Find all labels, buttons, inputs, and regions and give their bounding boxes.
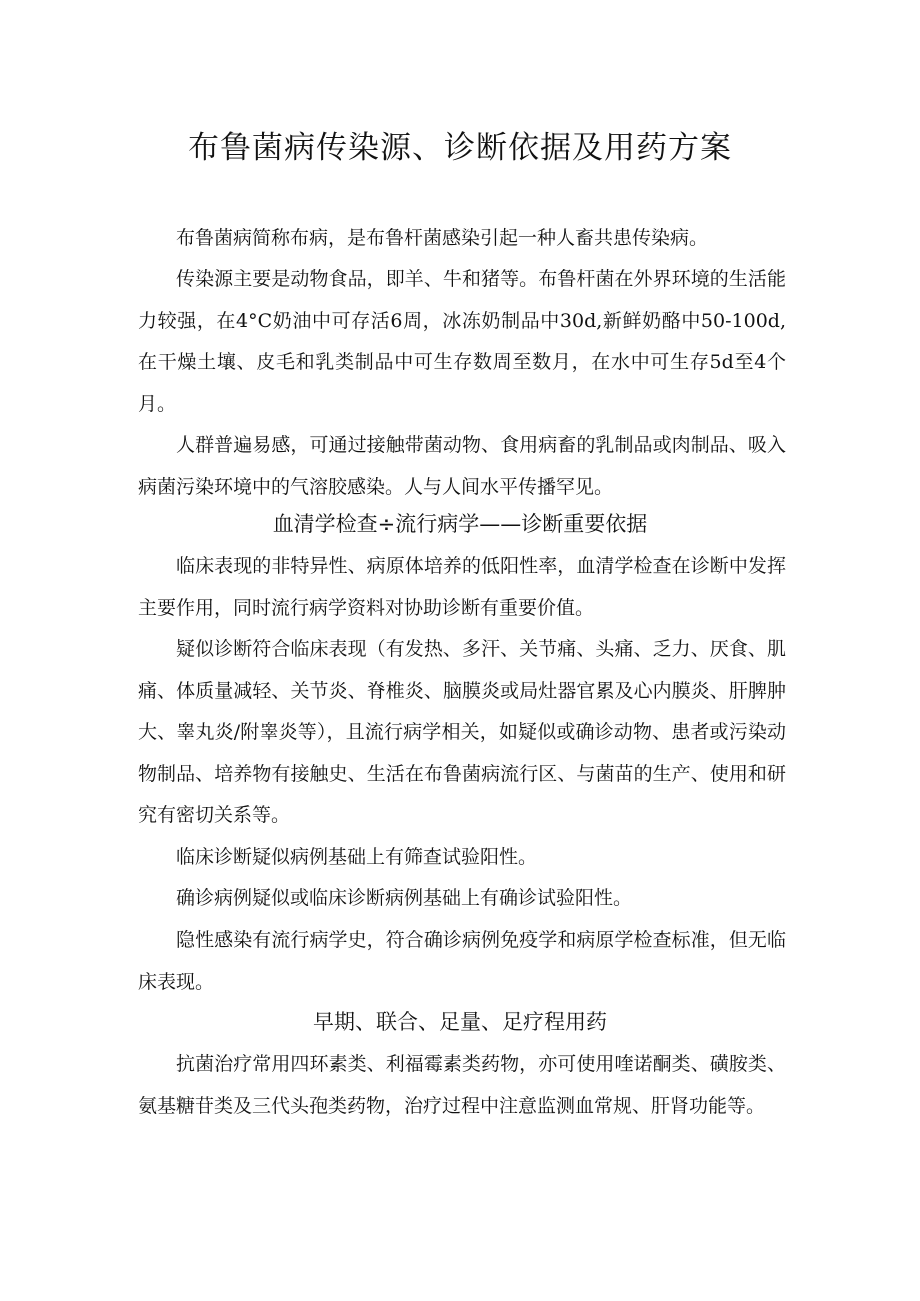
paragraph-clinical-diagnosis: 临床诊断疑似病例基础上有筛查试验阳性。 <box>176 846 538 868</box>
paragraph-antibiotic-treatment: 抗菌治疗常用四环素类、利福霉素类药物，亦可使用喹诺酮类、磺胺类、氨基糖苷类及三代头孢类药物，治疗过程中注意监测血常规、肝肾功能等。 <box>138 1053 786 1117</box>
paragraph-definition: 布鲁菌病简称布病，是布鲁杆菌感染引起一种人畜共患传染病。 <box>176 227 709 249</box>
section-heading-treatment: 早期、联合、足量、足疗程用药 <box>313 1010 607 1034</box>
document-title: 布鲁菌病传染源、诊断依据及用药方案 <box>188 130 732 166</box>
paragraph-suspected-diagnosis: 疑似诊断符合临床表现（有发热、多汗、关节痛、头痛、乏力、厌食、肌痛、体质量减轻、关节炎、脊椎炎、脑膜炎或局灶器官累及心内膜炎、肝脾肿大、睾丸炎/附睾炎等），且流行病学相关，如疑似或确诊动物、患者或污染动物制品、培养物有接触史、生活在布鲁菌病流行区、与菌苗的生产、使用和研究有密切关系等。 <box>138 638 786 826</box>
section-heading-diagnosis: 血清学检查÷流行病学——诊断重要依据 <box>272 512 648 536</box>
paragraph-susceptibility: 人群普遍易感，可通过接触带菌动物、食用病畜的乳制品或肉制品、吸入病菌污染环境中的气溶胶感染。人与人间水平传播罕见。 <box>138 434 786 498</box>
paragraph-diagnosis-overview: 临床表现的非特异性、病原体培养的低阳性率，血清学检查在诊断中发挥主要作用，同时流行病学资料对协助诊断有重要价值。 <box>138 555 786 619</box>
paragraph-infection-source: 传染源主要是动物食品，即羊、牛和猪等。布鲁杆菌在外界环境的生活能力较强，在4°C奶油中可存活6周，冰冻奶制品中30d,新鲜奶酪中50-100d,在干燥土壤、皮毛和乳类制品中可生存数周至数月，在水中可生存5d至4个月。 <box>138 268 786 415</box>
paragraph-latent-infection: 隐性感染有流行病学史，符合确诊病例免疫学和病原学检查标准，但无临床表现。 <box>138 929 786 993</box>
paragraph-confirmed-diagnosis: 确诊病例疑似或临床诊断病例基础上有确诊试验阳性。 <box>176 887 633 909</box>
